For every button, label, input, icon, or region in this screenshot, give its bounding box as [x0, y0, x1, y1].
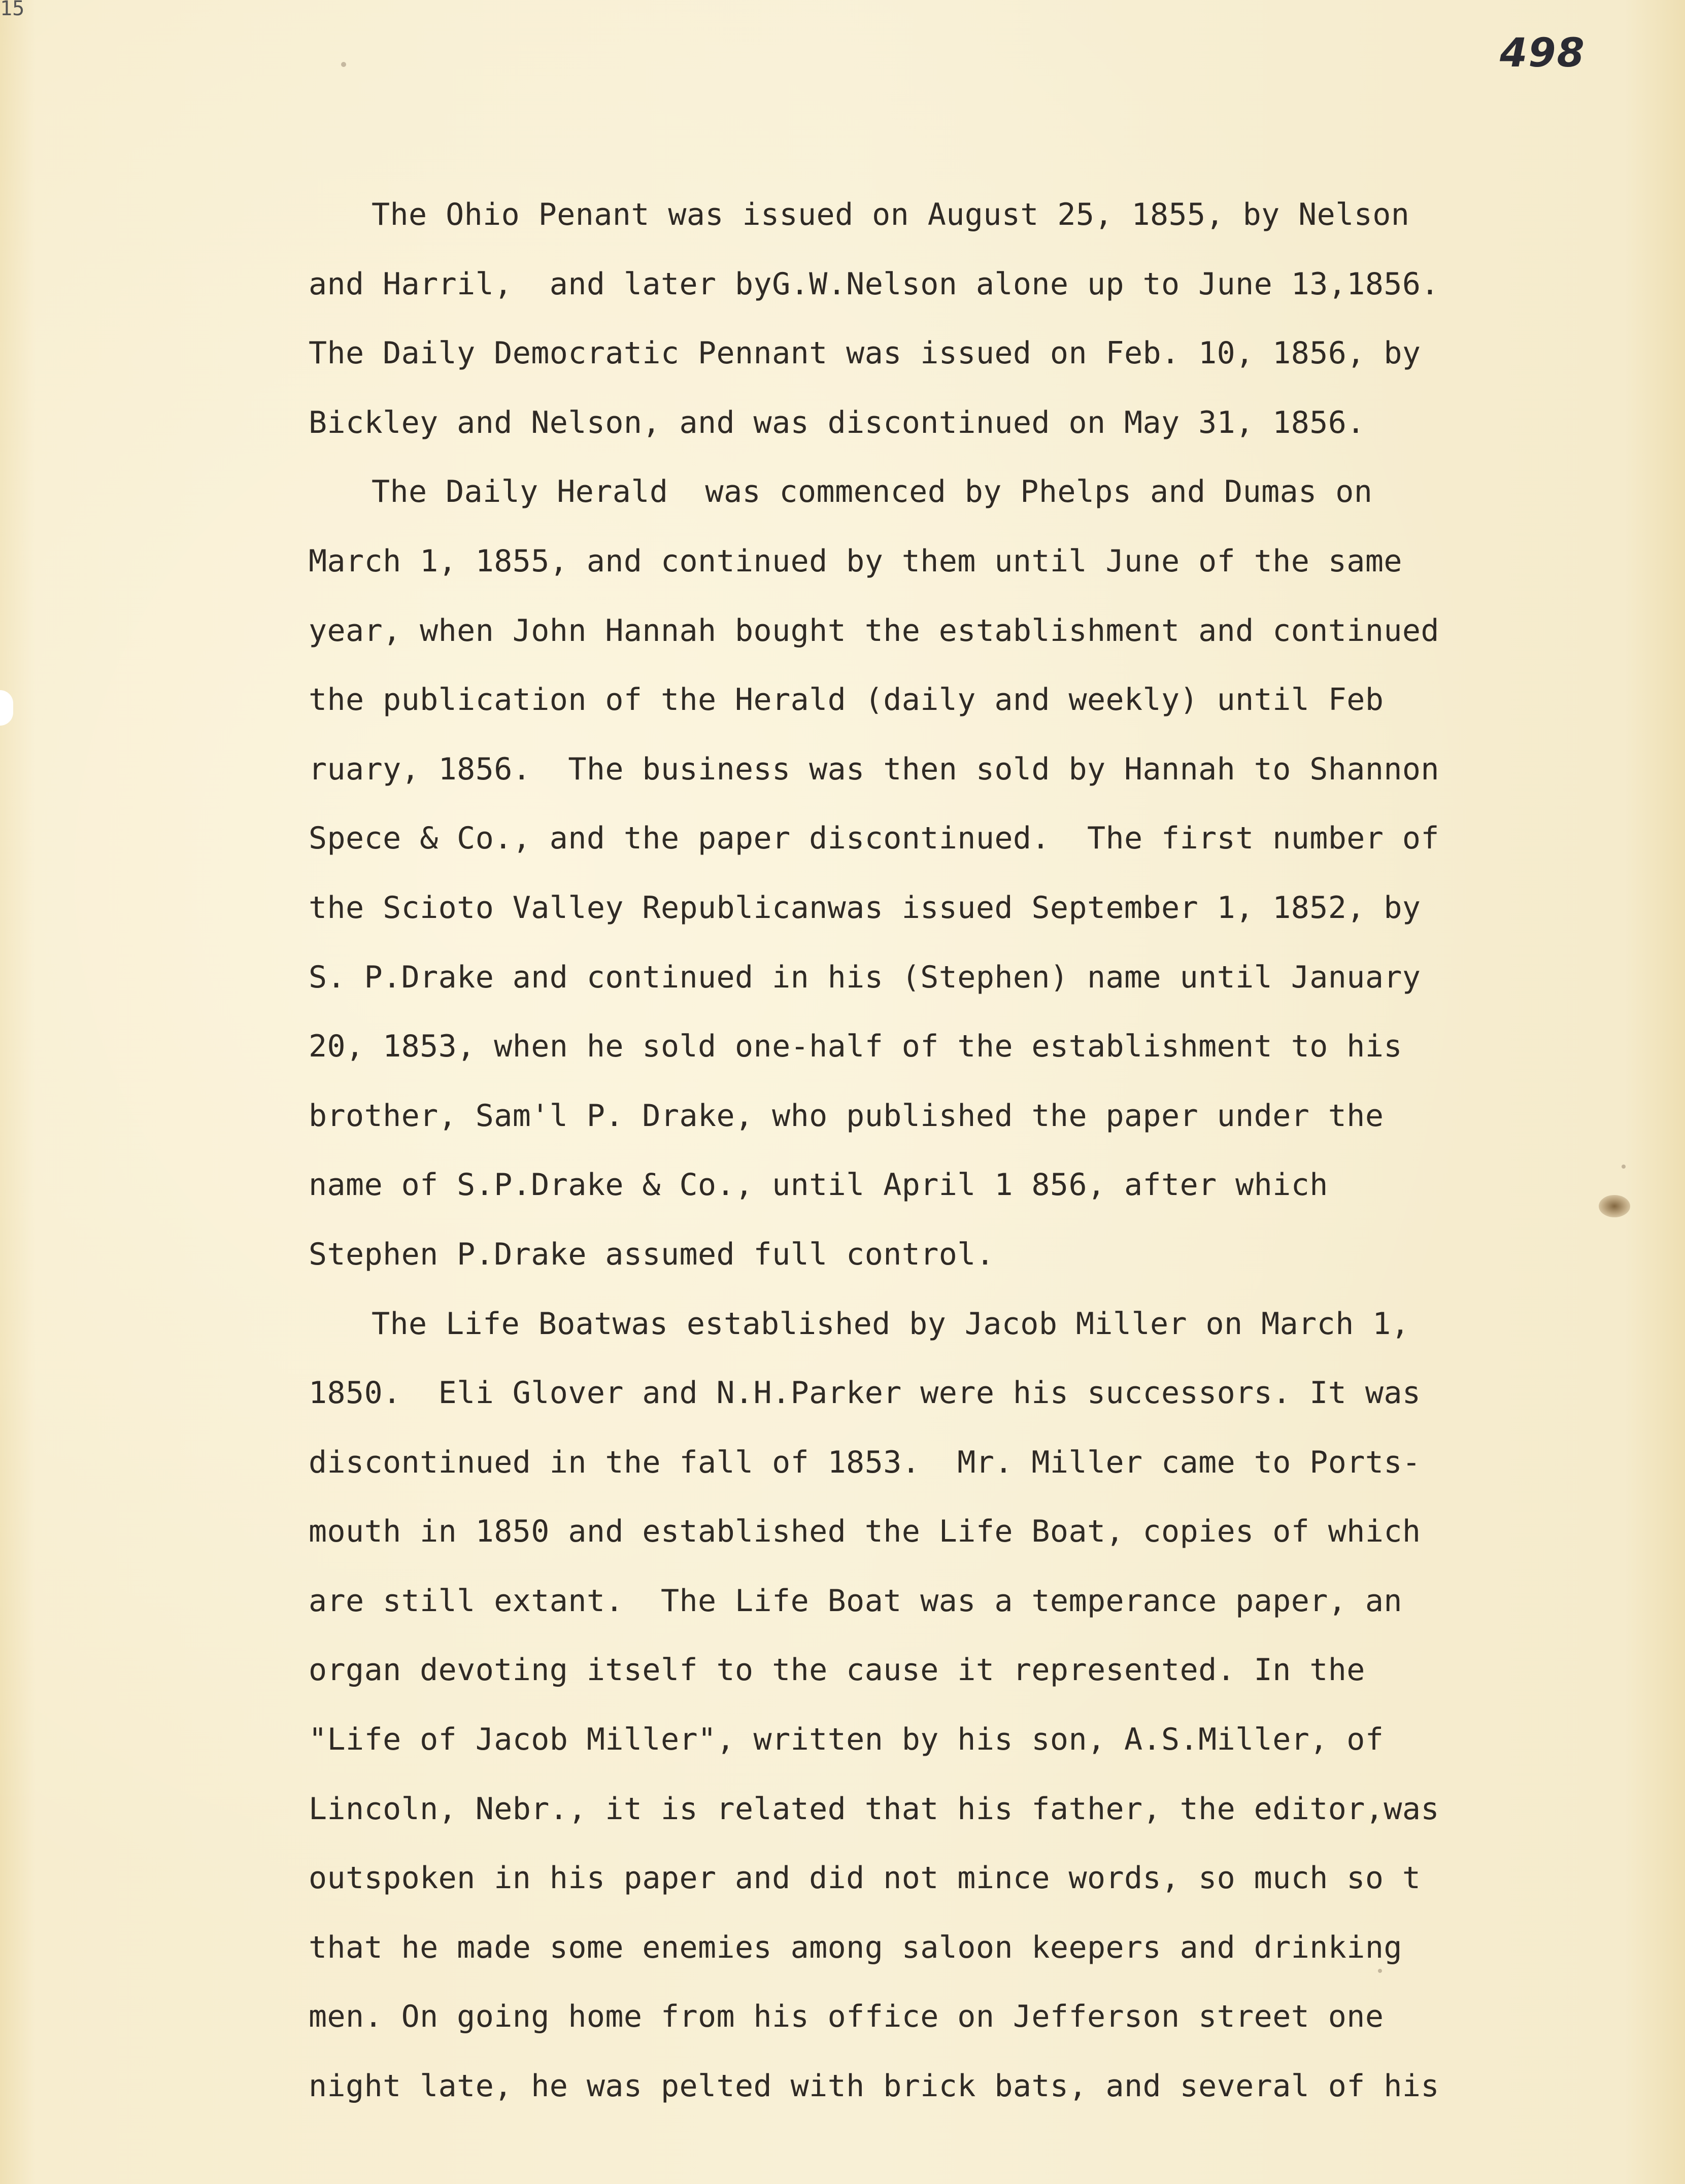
corner-mark: 15 [0, 0, 25, 20]
text-line: the publication of the Herald (daily and weekly) until Feb [309, 682, 1384, 718]
typewritten-text-body [309, 180, 1588, 2121]
paper-speck [341, 62, 346, 67]
text-line: Spece & Co., and the paper discontinued. The first number of [309, 821, 1439, 857]
text-line: March 1, 1855, and continued by them until June of the same [309, 543, 1402, 579]
text-line: "Life of Jacob Miller", written by his son, A.S.Miller, of [309, 1722, 1384, 1758]
text-line: ruary, 1856. The business was then sold by Hannah to Shannon [309, 751, 1439, 787]
text-line: Stephen P.Drake assumed full control. [309, 1236, 995, 1272]
text-line: discontinued in the fall of 1853. Mr. Miller came to Ports- [309, 1444, 1421, 1480]
text-line: The Ohio Penant was issued on August 25, 1855, by Nelson [372, 197, 1410, 232]
text-line: night late, he was pelted with brick bats, and several of his [309, 2068, 1439, 2104]
text-line: brother, Sam'l P. Drake, who published the paper under the [309, 1098, 1384, 1134]
paper-edge-tear [0, 690, 13, 726]
text-line: are still extant. The Life Boat was a temperance paper, an [309, 1583, 1402, 1619]
text-line: year, when John Hannah bought the establishment and continued [309, 612, 1439, 649]
text-line: and Harril, and later byG.W.Nelson alone up to June 13,1856. [309, 266, 1439, 302]
text-line: Lincoln, Nebr., it is related that his father, the editor,was [309, 1791, 1439, 1827]
text-line: outspoken in his paper and did not mince words, so much so t [309, 1860, 1421, 1896]
text-line: mouth in 1850 and established the Life Boat, copies of which [309, 1514, 1421, 1550]
ink-stain [1599, 1195, 1630, 1217]
text-line: The Daily Herald was commenced by Phelps and Dumas on [372, 474, 1373, 510]
text-line: men. On going home from his office on Jefferson street one [309, 1999, 1384, 2035]
paper-speck [1622, 1165, 1626, 1169]
text-line: The Daily Democratic Pennant was issued on Feb. 10, 1856, by [309, 335, 1421, 371]
text-line: that he made some enemies among saloon keepers and drinking [309, 1929, 1402, 1965]
text-line: 20, 1853, when he sold one-half of the establishment to his [309, 1029, 1402, 1065]
text-line: organ devoting itself to the cause it represented. In the [309, 1652, 1365, 1688]
text-line: S. P.Drake and continued in his (Stephen) name until January [309, 959, 1421, 995]
text-line: name of S.P.Drake & Co., until April 1 856, after which [309, 1167, 1328, 1203]
text-line: 1850. Eli Glover and N.H.Parker were his successors. It was [309, 1375, 1421, 1411]
text-line: The Life Boatwas established by Jacob Miller on March 1, [372, 1306, 1410, 1342]
text-line: the Scioto Valley Republicanwas issued September 1, 1852, by [309, 890, 1421, 926]
handwritten-page-number: 498 [1500, 30, 1586, 76]
text-line: Bickley and Nelson, and was discontinued on May 31, 1856. [309, 404, 1365, 440]
